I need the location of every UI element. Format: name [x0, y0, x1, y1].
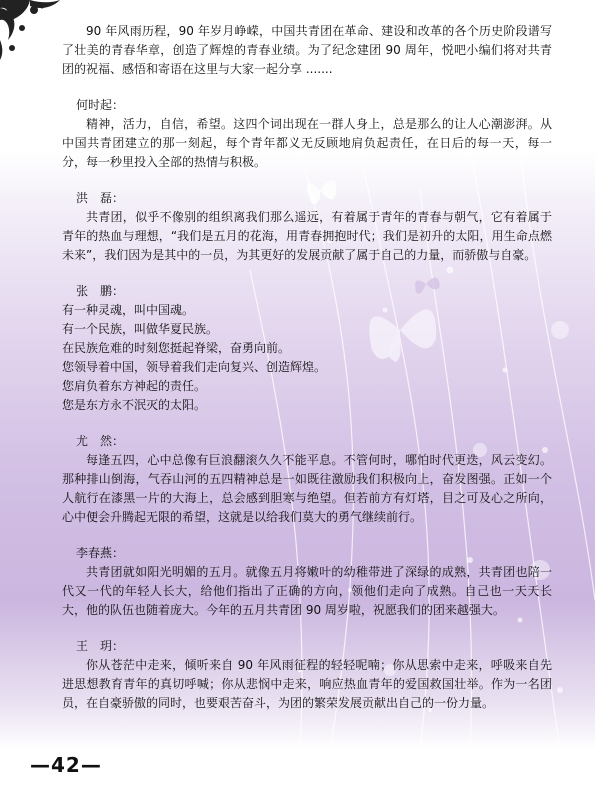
intro-paragraph: 90 年风雨历程，90 年岁月峥嵘，中国共青团在革命、建设和改革的各个历史阶段谱写了壮美的青春华章，创造了辉煌的青春业绩。为了纪念建团 90 周年，悦吧小编们将对共青团的祝福、感悟和寄语在这里与大家一起分享 ....... [62, 24, 552, 76]
section-author: 李春燕： [76, 546, 125, 560]
section-author: 何时起： [76, 98, 125, 112]
section-text: 你从苍茫中走来，倾听来自 90 年风雨征程的轻轻呢喃；你从思索中走来，呼吸来自先进思想教育青年的真切呼喊；你从悲悯中走来，响应热血青年的爱国救国壮举。作为一名团员，在自豪骄傲的同时，也要艰苦奋斗，为团的繁荣发展贡献出自己的一份力量。 [62, 658, 552, 710]
section-author: 王 玥： [76, 639, 125, 653]
section-wangyue [62, 637, 552, 713]
section-honglei [62, 189, 552, 265]
poem-line: 有一个民族，叫做华夏民族。 [62, 322, 219, 336]
page-number: —42— [30, 753, 102, 777]
section-text: 每逢五四，心中总像有巨浪翻滚久久不能平息。不管何时，哪怕时代更迭，风云变幻。那种排山倒海，气吞山河的五四精神总是一如既往激励我们积极向上，奋发图强。正如一个人航行在漆黑一片的大海上，总会感到胆寒与绝望。但若前方有灯塔，目之可及心之所向，心中便会升腾起无限的希望，这就是以给我们莫大的勇气继续前行。 [62, 453, 552, 524]
floral-ornament-icon [0, 0, 64, 60]
poem-line: 您是东方永不泯灭的太阳。 [62, 398, 207, 412]
section-text: 精神，活力，自信，希望。这四个词出现在一群人身上，总是那么的让人心潮澎湃。从中国共青团建立的那一刻起，每个青年都义无反顾地肩负起责任，在日后的每一天，每一分，每一秒里投入全部的热情与积极。 [62, 117, 552, 169]
poem-line: 在民族危难的时刻您挺起脊梁，奋勇向前。 [62, 341, 291, 355]
section-youran [62, 432, 552, 527]
poem-line: 您肩负着东方神起的责任。 [62, 379, 207, 393]
section-author: 尤 然： [76, 434, 125, 448]
poem-line: 您领导着中国，领导着我们走向复兴、创造辉煌。 [62, 360, 327, 374]
section-zhangpeng [62, 282, 552, 415]
section-lichunyan [62, 544, 552, 620]
section-text: 共青团就如阳光明媚的五月。就像五月将嫩叶的幼稚带进了深绿的成熟，共青团也陪一代又一代的年轻人长大，给他们指出了正确的方向，领他们走向了成熟。自己也一天天长大，他的队伍也随着庞大。今年的五月共青团 90 周岁啦，祝愿我们的团来越强大。 [62, 565, 552, 617]
section-author: 洪 磊： [76, 191, 125, 205]
article-body [62, 22, 552, 713]
section-text: 共青团，似乎不像别的组织离我们那么遥远，有着属于青年的青春与朝气，它有着属于青年的热血与理想，“我们是五月的花海，用青春拥抱时代；我们是初升的太阳，用生命点燃未来”，我们因为是其中的一员，为其更好的发展贡献了属于自己的力量，而骄傲与自豪。 [62, 210, 552, 262]
poem-line: 有一种灵魂，叫中国魂。 [62, 303, 195, 317]
section-author: 张 鹏： [76, 284, 125, 298]
section-heshiqi [62, 96, 552, 172]
